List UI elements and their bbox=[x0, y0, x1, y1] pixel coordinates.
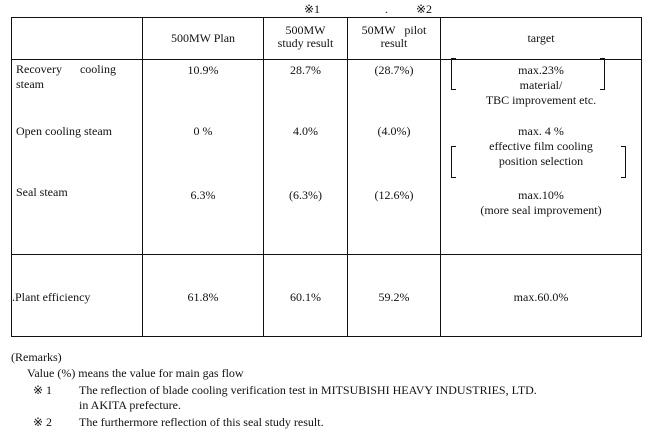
row-seal-target-line2: (more seal improvement) bbox=[480, 203, 602, 217]
row-seal-plan: 6.3% bbox=[190, 188, 216, 202]
remarks-title: (Remarks) bbox=[11, 350, 62, 364]
row-seal-target-line1: max.10% bbox=[518, 188, 564, 202]
row-open-target bbox=[441, 124, 641, 169]
remarks-note2-mark: ※ 2 bbox=[33, 415, 53, 429]
header-study-line2: study result bbox=[277, 36, 334, 50]
note-dot: . bbox=[385, 2, 388, 16]
row-recovery-label-line2: steam bbox=[16, 77, 44, 91]
row-recovery-target bbox=[441, 63, 641, 108]
row-efficiency-target: max.60.0% bbox=[513, 290, 569, 304]
target-bracket-right-2 bbox=[621, 146, 626, 178]
header-pilot-line1: 50MW pilot bbox=[361, 23, 427, 37]
row-open-target-line1: max. 4 % bbox=[518, 124, 564, 138]
row-open-target-line3: position selection bbox=[498, 154, 584, 168]
header-target: target bbox=[527, 31, 555, 45]
row-open-plan: 0 % bbox=[193, 124, 213, 138]
row-seal-target bbox=[441, 188, 641, 218]
row-recovery-target-line3: TBC improvement etc. bbox=[485, 93, 597, 107]
target-bracket-right-1 bbox=[600, 58, 605, 90]
header-divider bbox=[12, 59, 641, 60]
remarks-value-note: Value (%) means the value for main gas flow bbox=[27, 366, 244, 380]
row-recovery-label bbox=[16, 62, 138, 92]
header-plan: 500MW Plan bbox=[170, 31, 236, 45]
comparison-table bbox=[11, 17, 642, 337]
row-open-target-line2: effective film cooling bbox=[489, 139, 593, 153]
row-recovery-pilot: (28.7%) bbox=[374, 63, 414, 77]
row-open-study: 4.0% bbox=[293, 124, 318, 138]
row-recovery-label-line1: Recovery cooling bbox=[16, 62, 116, 76]
target-bracket-left-1 bbox=[451, 58, 456, 90]
row-seal-study: (6.3%) bbox=[289, 188, 322, 202]
remarks-note1-text: The reflection of blade cooling verification test in MITSUBISHI HEAVY INDUSTRIES, LTD. bbox=[79, 383, 537, 397]
header-pilot-line2: result bbox=[380, 36, 408, 50]
header-study-line1: 500MW bbox=[285, 23, 326, 37]
note-mark-2: ※2 bbox=[416, 2, 433, 16]
row-seal-label: Seal steam bbox=[16, 185, 68, 199]
remarks-note2-text: The furthermore reflection of this seal study result. bbox=[79, 415, 324, 429]
row-recovery-target-line1: max.23% bbox=[518, 63, 564, 77]
header-study bbox=[264, 24, 347, 50]
row-open-pilot: (4.0%) bbox=[377, 124, 411, 138]
row-open-label: Open cooling steam bbox=[16, 124, 112, 138]
row-efficiency-study: 60.1% bbox=[290, 290, 321, 304]
target-bracket-left-2 bbox=[451, 146, 456, 178]
row-seal-pilot: (12.6%) bbox=[374, 188, 414, 202]
row-efficiency-pilot: 59.2% bbox=[378, 290, 410, 304]
remarks-note1-text2: in AKITA prefecture. bbox=[79, 398, 181, 412]
row-efficiency-plan: 61.8% bbox=[187, 290, 219, 304]
efficiency-divider bbox=[12, 254, 641, 255]
remarks-note1-mark: ※ 1 bbox=[33, 383, 53, 397]
row-recovery-study: 28.7% bbox=[290, 63, 321, 77]
note-mark-1: ※1 bbox=[304, 2, 321, 16]
header-pilot bbox=[348, 24, 440, 50]
row-recovery-target-line2: material/ bbox=[519, 78, 563, 92]
row-efficiency-label: .Plant efficiency bbox=[12, 290, 91, 304]
row-recovery-plan: 10.9% bbox=[187, 63, 219, 77]
